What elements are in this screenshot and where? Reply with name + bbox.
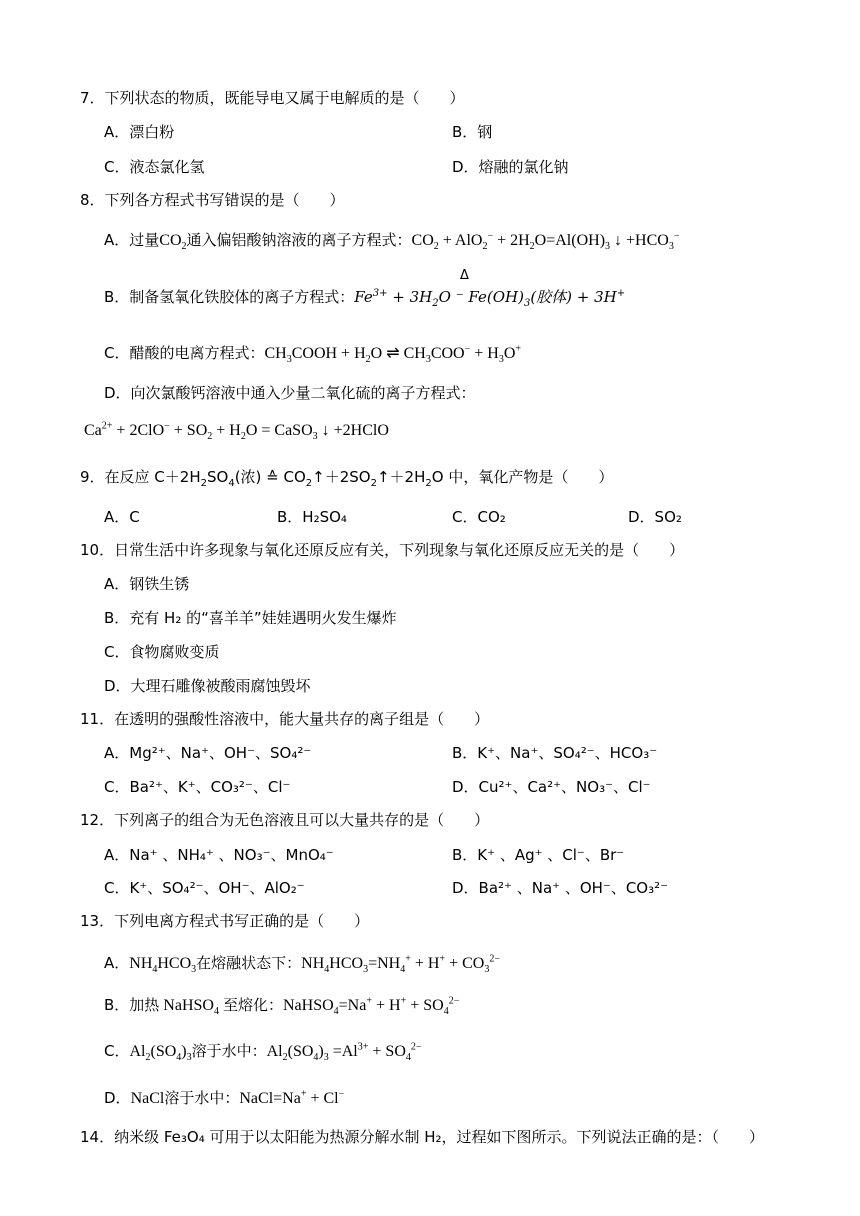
q12-option-d: D．Ba²⁺ 、Na⁺ 、OH⁻、CO₃²⁻ <box>452 879 669 897</box>
q13-a-compound: $NH_4HCO_3$ <box>129 955 197 976</box>
q13-a-text: 在熔融状态下： <box>196 954 302 972</box>
q13-option-b <box>104 995 459 1016</box>
q13-d-text: 溶于水中： <box>164 1089 240 1107</box>
q9-stem-part6: O 中，氧化产物是（ ） <box>431 468 614 486</box>
q11-option-a: A．Mg²⁺、Na⁺、OH⁻、SO₄²⁻ <box>104 744 312 762</box>
q9-option-c: C．CO₂ <box>452 508 506 526</box>
q13-d-label: D． <box>104 1089 131 1107</box>
q9-stem-part4: ↑＋2SO <box>312 468 371 486</box>
q8-stem: 8．下列各方程式书写错误的是（ ） <box>80 191 345 209</box>
q13-b-label: B．加热 <box>104 996 160 1014</box>
q13-a-equation: $NH_4HCO_3=NH_4^+ + H^+ + CO_3^{2-}$ <box>301 953 500 976</box>
q8-c-label: C．醋酸的电离方程式： <box>104 344 265 362</box>
q11-option-d: D．Cu²⁺、Ca²⁺、NO₃⁻、Cl⁻ <box>452 778 651 796</box>
q9-option-d: D．SO₂ <box>628 508 682 526</box>
q12-option-c: C．K⁺、SO₄²⁻、OH⁻、AlO₂⁻ <box>104 879 305 897</box>
q7-option-b: B．钢 <box>452 123 493 141</box>
q8-a-label: A．过量 <box>104 231 160 249</box>
q13-option-c <box>104 1041 422 1062</box>
co2-formula: $CO_2$ <box>159 232 187 253</box>
q13-stem: 13．下列电离方程式书写正确的是（ ） <box>80 912 370 930</box>
q9-option-a: A．C <box>104 508 140 526</box>
q7-stem: 7．下列状态的物质，既能导电又属于电解质的是（ ） <box>80 89 465 107</box>
q9-stem-part1: 9．在反应 C＋2H <box>80 468 201 486</box>
q13-b-compound: NaHSO$_4$ <box>159 997 219 1018</box>
q13-c-text: 溶于水中： <box>191 1042 267 1060</box>
q13-d-compound: NaCl <box>130 1090 165 1107</box>
q9-stem-part5: ↑＋2H <box>376 468 426 486</box>
q8-b-equation: $Fe^{3+} + 3H_2O$ ⁻ $Fe(OH)_3$(胶体) + 3H+ <box>354 288 626 309</box>
q8-a-equation: $CO_2 + AlO_2^- + 2H_2O=Al(OH)_3$ ↓ $+HCO_3^-$ <box>411 230 680 253</box>
q9-stem-part3: (浓) ≙ CO <box>234 468 306 486</box>
q13-d-equation: NaCl=Na+ + Cl− <box>239 1088 345 1107</box>
heat-delta-symbol: Δ <box>460 268 469 283</box>
q13-option-d <box>104 1088 344 1109</box>
q10-stem: 10．日常生活中许多现象与氧化还原反应有关，下列现象与氧化还原反应无关的是（ ） <box>80 541 685 559</box>
q10-option-d: D．大理石雕像被酸雨腐蚀毁坏 <box>104 677 311 695</box>
q10-option-b: B．充有 H₂ 的“喜羊羊”娃娃遇明火发生爆炸 <box>104 609 397 627</box>
q13-c-compound: $Al_2(SO_4)_3$ <box>129 1043 192 1064</box>
q10-option-c: C．食物腐败变质 <box>104 643 220 661</box>
q12-option-b: B．K⁺ 、Ag⁺ 、Cl⁻、Br⁻ <box>452 846 625 864</box>
q7-option-a: A．漂白粉 <box>104 123 175 141</box>
q8-option-c <box>104 343 521 364</box>
q11-stem: 11．在透明的强酸性溶液中，能大量共存的离子组是（ ） <box>80 710 490 728</box>
q13-b-equation: NaHSO$_4$=Na+ + $H^+ + SO_4^{2-}$ <box>282 995 460 1018</box>
q9-stem-part2: SO <box>206 468 229 486</box>
q8-option-b <box>104 287 625 307</box>
q8-option-d: D．向次氯酸钙溶液中通入少量二氧化硫的离子方程式： <box>104 384 476 402</box>
q13-a-label: A． <box>104 954 130 972</box>
q12-option-a: A．Na⁺ 、NH₄⁺ 、NO₃⁻、MnO₄⁻ <box>104 846 334 864</box>
q9-option-b: B．H₂SO₄ <box>277 508 347 526</box>
q10-option-a: A．钢铁生锈 <box>104 575 190 593</box>
q8-a-text: 通入偏铝酸钠溶液的离子方程式： <box>186 231 412 249</box>
q9-stem: 9．在反应 $C+2H_2SO_4$(浓) ≙ $CO_2↑+2SO_2↑+2H_2O$ 中，氧化产物是（ ） <box>80 468 614 489</box>
q11-option-b: B．K⁺、Na⁺、SO₄²⁻、HCO₃⁻ <box>452 744 658 762</box>
q8-option-a <box>104 230 679 251</box>
q12-stem: 12．下列离子的组合为无色溶液且可以大量共存的是（ ） <box>80 811 490 829</box>
q8-c-equation: $CH_3COOH + H_2O$ ⇌ $CH_3COO^- + H_3O^+$ <box>264 343 522 366</box>
q13-b-text: 至熔化： <box>222 996 283 1014</box>
q13-option-a <box>104 953 500 974</box>
q11-option-c: C．Ba²⁺、K⁺、CO₃²⁻、Cl⁻ <box>104 778 291 796</box>
q8-b-label: B．制备氢氧化铁胶体的离子方程式： <box>104 288 355 306</box>
q13-c-equation: $Al_2(SO_4)_3 =Al^{3+} + SO_4^{2-}$ <box>266 1041 422 1064</box>
q8-d-equation: $Ca^{2+} + 2ClO^- + SO_2 + H_2O$ = CaSO$_3$ ↓ +2HClO <box>84 420 389 443</box>
q7-option-c: C．液态氯化氢 <box>104 158 205 176</box>
q14-stem: 14．纳米级 Fe₃O₄ 可用于以太阳能为热源分解水制 H₂，过程如下图所示。下列说法正确的是：（ ） <box>80 1128 765 1146</box>
q7-option-d: D．熔融的氯化钠 <box>452 158 569 176</box>
q13-c-label: C． <box>104 1042 130 1060</box>
